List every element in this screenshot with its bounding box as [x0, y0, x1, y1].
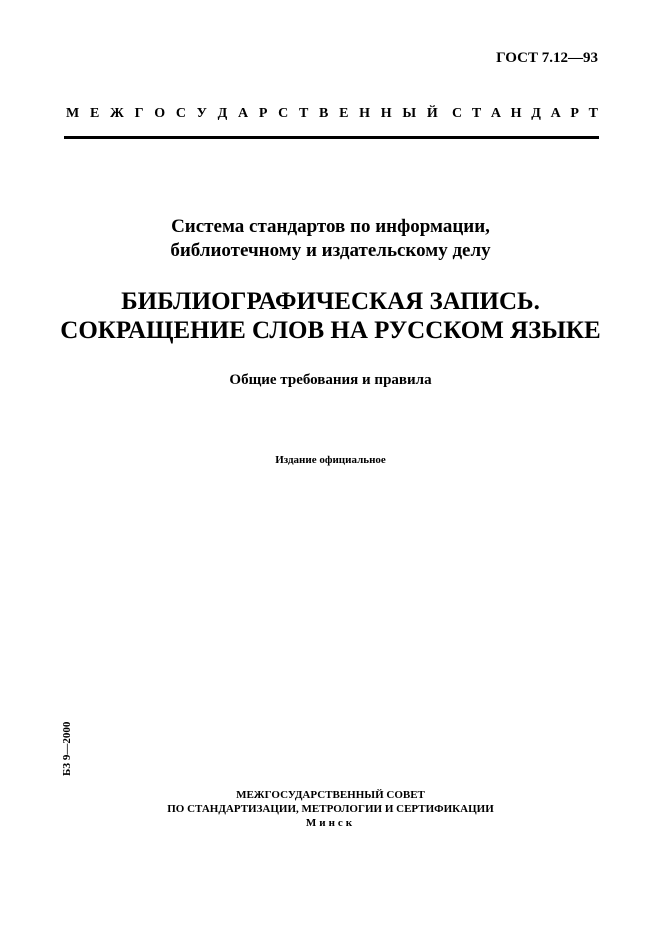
edition-note: Издание официальное: [275, 454, 386, 466]
heading-letter: М: [66, 106, 80, 121]
series-title-line-1: Система стандартов по информации,: [171, 216, 490, 237]
heading-letter: Е: [89, 106, 100, 121]
document-title-line-2: СОКРАЩЕНИЕ СЛОВ НА РУССКОМ ЯЗЫКЕ: [60, 317, 601, 344]
heading-letter: Р: [258, 106, 268, 121]
publisher-block: [0, 788, 661, 830]
heading-letter: Т: [298, 106, 309, 121]
heading-letter: Т: [588, 106, 598, 121]
heading-letter: Н: [510, 106, 522, 121]
document-subtitle: Общие требования и правила: [229, 372, 432, 388]
heading-letter: Ж: [110, 106, 124, 121]
heading-letter: В: [319, 106, 329, 121]
heading-letter: Р: [570, 106, 579, 121]
heading-letter: С: [278, 106, 289, 121]
heading-letter: Д: [217, 106, 228, 121]
heading-letter: А: [490, 106, 501, 121]
heading-letter: Н: [380, 106, 392, 121]
heading-letter: С: [175, 106, 186, 121]
publisher-line-1: МЕЖГОСУДАРСТВЕННЫЙ СОВЕТ: [236, 789, 425, 801]
series-title-line-2: библиотечному и издательскому делу: [170, 240, 491, 261]
heading-letter: С: [452, 106, 463, 121]
publisher-line-2: ПО СТАНДАРТИЗАЦИИ, МЕТРОЛОГИИ И СЕРТИФИКАЦИИ: [167, 803, 494, 815]
heading-letter: О: [154, 106, 166, 121]
standard-type-heading: [66, 106, 598, 122]
series-title: [0, 215, 661, 263]
document-title: [0, 287, 661, 345]
heading-letter: Г: [134, 106, 144, 121]
side-print-mark: БЗ 9—2000: [61, 721, 73, 776]
heading-letter: А: [550, 106, 561, 121]
header-divider: [64, 136, 599, 139]
heading-letter: Е: [339, 106, 349, 121]
publisher-city: Минск: [305, 817, 356, 829]
heading-letter: Й: [426, 106, 438, 121]
document-title-line-1: БИБЛИОГРАФИЧЕСКАЯ ЗАПИСЬ.: [121, 288, 540, 315]
standard-type-word-1: [66, 106, 438, 122]
document-code: ГОСТ 7.12—93: [496, 50, 598, 66]
heading-letter: Ы: [402, 106, 417, 121]
heading-letter: А: [238, 106, 249, 121]
standard-type-word-2: [452, 106, 598, 122]
heading-letter: У: [196, 106, 207, 121]
heading-letter: Д: [531, 106, 541, 121]
heading-letter: Т: [471, 106, 482, 121]
heading-letter: Н: [359, 106, 371, 121]
